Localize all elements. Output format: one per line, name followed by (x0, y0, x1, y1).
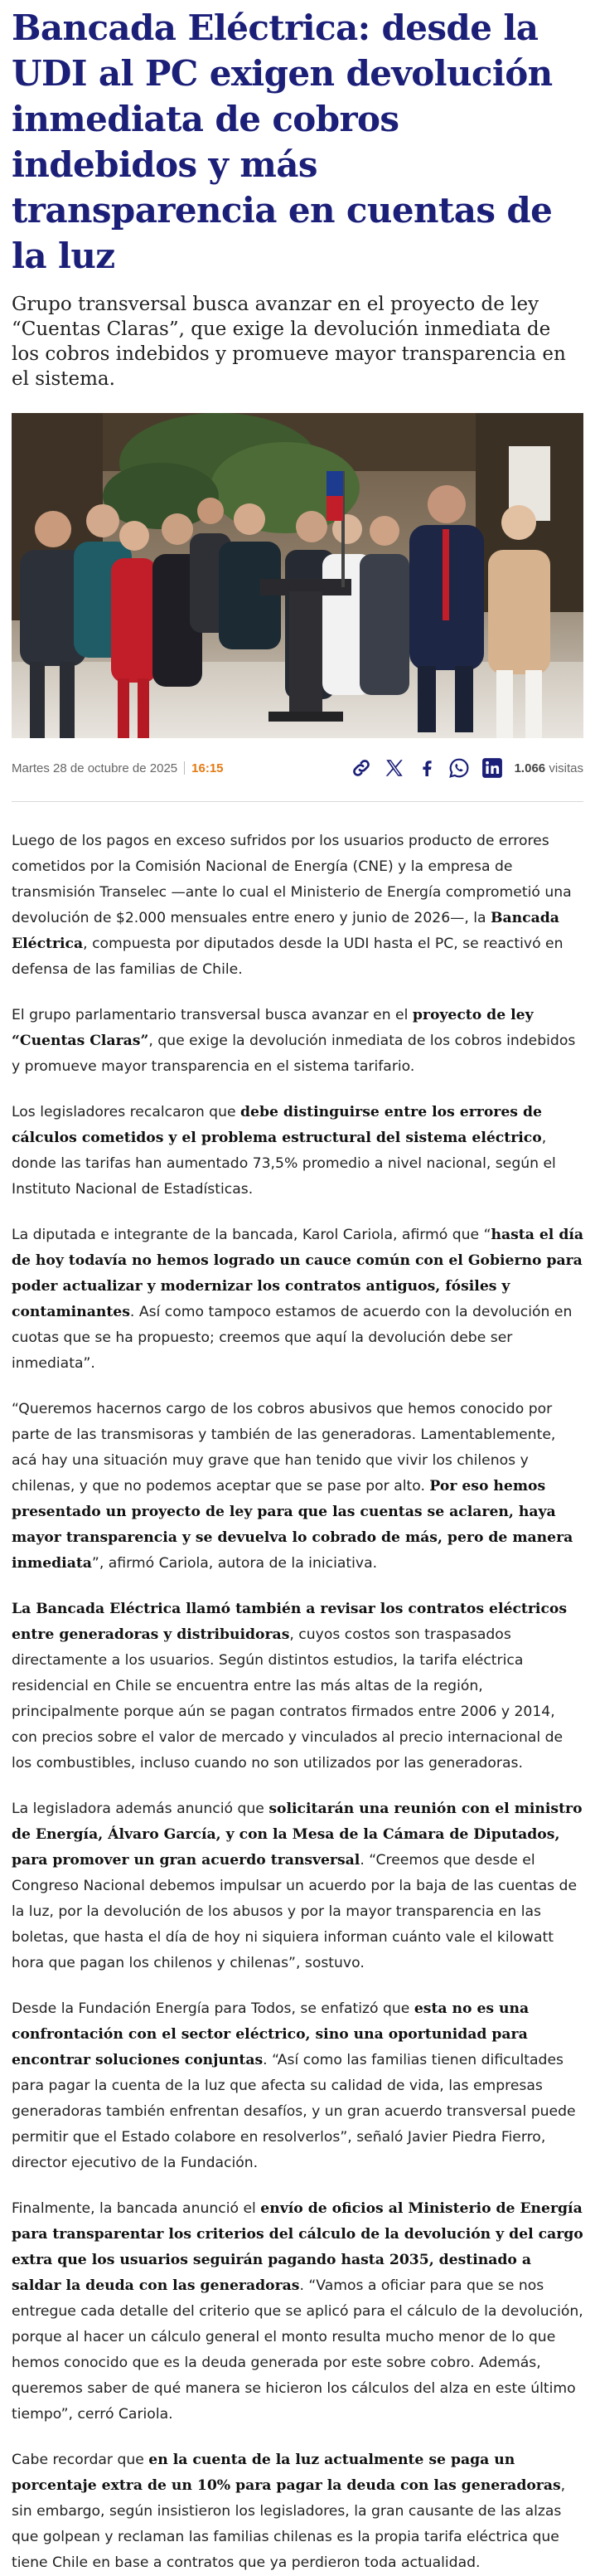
publish-time: 16:15 (191, 761, 224, 775)
text-run: La diputada e integrante de la bancada, Karol Cariola, afirmó que “ (12, 1227, 491, 1243)
bold-text-run: La Bancada Eléctrica llamó también a revisar los contratos eléctricos entre generadoras y distribuidoras (12, 1601, 568, 1643)
text-run: Desde la Fundación Energía para Todos, se enfatizó que (12, 2000, 414, 2017)
visits-label: visitas (549, 761, 583, 775)
bold-text-run: Bancada Eléctrica (12, 910, 559, 952)
publish-date: Martes 28 de octubre de 2025 (12, 761, 178, 775)
text-run: “Queremos hacernos cargo de los cobros abusivos que hemos conocido por parte de las transmisoras y también de las generadoras. Lamentablemente, acá hay una situación muy grave que han tenido que vivir los chilenos y chilenas, y que no podemos aceptar que se pase por alto. (12, 1401, 556, 1495)
text-run: . “Creemos que desde el Congreso Nacional debemos impulsar un acuerdo por la baja de las cuentas de la luz, por la devolución de los abusos y por la mayor transparencia en las boletas, que hasta el día de hoy ni siquiera informan cuánto vale el kilowatt hora que pagan los chilenos y chilenas”, sostuvo. (12, 1852, 578, 1971)
body-paragraph (12, 1222, 583, 1377)
body-paragraph (12, 1597, 583, 1776)
whatsapp-icon[interactable] (448, 757, 470, 779)
article-photo (12, 413, 583, 738)
text-run: , cuyos costos son traspasados directamente a los usuarios. Según distintos estudios, la tarifa eléctrica residencial en Chile se encuentra entre las más altas de la región, principalmente porque aún se pagan contratos firmados entre 2006 y 2014, con precios sobre el valor de mercado y vinculados al precio internacional de los combustibles, incluso cuando no son utilizados por las generadoras. (12, 1626, 564, 1772)
group-photo-illustration (12, 413, 583, 738)
text-run: El grupo parlamentario transversal busca avanzar en el (12, 1007, 413, 1023)
article-body (12, 829, 583, 2576)
text-run: . “Así como las familias tienen dificultades para pagar la cuenta de la luz que afecta su calidad de vida, las empresas generadoras también enfrentan desafíos, y un gran acuerdo transversal puede permitir que el Estado colabore en resolverlos”, señaló Javier Piedra Fierro, director ejecutivo de la Fundación. (12, 2052, 576, 2171)
body-paragraph (12, 2196, 583, 2428)
text-run: , compuesta por diputados desde la UDI hasta el PC, se reactivó en defensa de las familias de Chile. (12, 936, 564, 978)
text-run: Luego de los pagos en exceso sufridos por los usuarios producto de errores cometidos por la Comisión Nacional de Energía (CNE) y la empresa de transmisión Transelec —ante lo cual el Ministerio de Energía comprometió una devolución de $2.000 mensuales entre enero y junio de 2026—, la (12, 833, 572, 926)
visits-counter (515, 761, 583, 775)
bold-text-run: envío de oficios al Ministerio de Energía para transparentar los criterios del cálculo de la devolución y del cargo extra que los usuarios seguirán pagando hasta 2035, destinado a saldar la deuda con las generadoras (12, 2200, 583, 2294)
bold-text-run: en la cuenta de la luz actualmente se paga un porcentaje extra de un 10% para pagar la deuda con las generadoras (12, 2452, 561, 2494)
x-icon[interactable] (384, 757, 405, 779)
body-paragraph (12, 1996, 583, 2176)
text-run: . “Vamos a oficiar para que se nos entregue cada detalle del criterio que se aplicó para el cálculo de la devolución, porque al hacer un cálculo general el monto resulta mucho menor de lo que hemos conocido que es la deuda generada por este sobre cobro. Además, queremos saber de qué manera se hicieron los cálculos del alza en este último tiempo”, cerró Cariola. (12, 2277, 583, 2423)
visits-count: 1.066 (514, 761, 546, 775)
bold-text-run: solicitarán una reunión con el ministro de Energía, Álvaro García, y con la Mesa de la Cámara de Diputados, para promover un gran acuerdo transversal (12, 1801, 583, 1869)
article-subtitle: Grupo transversal busca avanzar en el proyecto de ley “Cuentas Claras”, que exige la devolución inmediata de los cobros indebidos y promueve mayor transparencia en el sistema. (12, 294, 566, 390)
bold-text-run: Por eso hemos presentado un proyecto de ley para que las cuentas se aclaren, haya mayor transparencia y se devuelva lo cobrado de más, pero de manera inmediata (12, 1478, 573, 1572)
bold-text-run: hasta el día de hoy todavía no hemos logrado un cauce común con el Gobierno para poder actualizar y modernizar los contratos antiguos, fósiles y contaminantes (12, 1227, 584, 1320)
text-run: , sin embargo, según insistieron los legisladores, la gran causante de las alzas que golpean y reclaman las familias chilenas es la propia tarifa eléctrica que tiene Chile en base a contratos que ya perdieron toda actualidad. (12, 2477, 566, 2571)
article-title: Bancada Eléctrica: desde la UDI al PC exigen devolución inmediata de cobros indebidos y más transparencia en cuentas de la luz (12, 7, 553, 276)
body-paragraph (12, 2447, 583, 2576)
body-paragraph (12, 1796, 583, 1976)
text-run: La legisladora además anunció que (12, 1801, 269, 1817)
text-run: Los legisladores recalcaron que (12, 1104, 241, 1120)
body-paragraph (12, 1100, 583, 1203)
article-meta (12, 753, 583, 783)
body-paragraph (12, 1397, 583, 1577)
bold-text-run: proyecto de ley “Cuentas Claras” (12, 1007, 534, 1049)
meta-divider (12, 801, 583, 802)
link-icon[interactable] (351, 757, 372, 779)
text-run: ”, afirmó Cariola, autora de la iniciativa. (91, 1555, 378, 1572)
text-run: . Así como tampoco estamos de acuerdo con la devolución en cuotas que se ha propuesto; creemos que aquí la devolución debe ser inmediata”. (12, 1304, 573, 1372)
text-run: , donde las tarifas han aumentado 73,5% promedio a nivel nacional, según el Instituto Nacional de Estadísticas. (12, 1130, 556, 1198)
linkedin-icon[interactable] (481, 757, 503, 779)
facebook-icon[interactable] (417, 757, 437, 779)
meta-separator (184, 761, 185, 775)
body-paragraph (12, 829, 583, 983)
text-run: Finalmente, la bancada anunció el (12, 2200, 261, 2217)
text-run: Cabe recordar que (12, 2452, 149, 2468)
body-paragraph (12, 1003, 583, 1080)
text-run: , que exige la devolución inmediata de los cobros indebidos y promueve mayor transparencia en el sistema tarifario. (12, 1033, 576, 1075)
share-bar (351, 757, 503, 779)
bold-text-run: esta no es una confrontación con el sector eléctrico, sino una oportunidad para encontrar soluciones conjuntas (12, 2000, 530, 2068)
bold-text-run: debe distinguirse entre los errores de cálculos cometidos y el problema estructural del sistema eléctrico (12, 1104, 542, 1146)
